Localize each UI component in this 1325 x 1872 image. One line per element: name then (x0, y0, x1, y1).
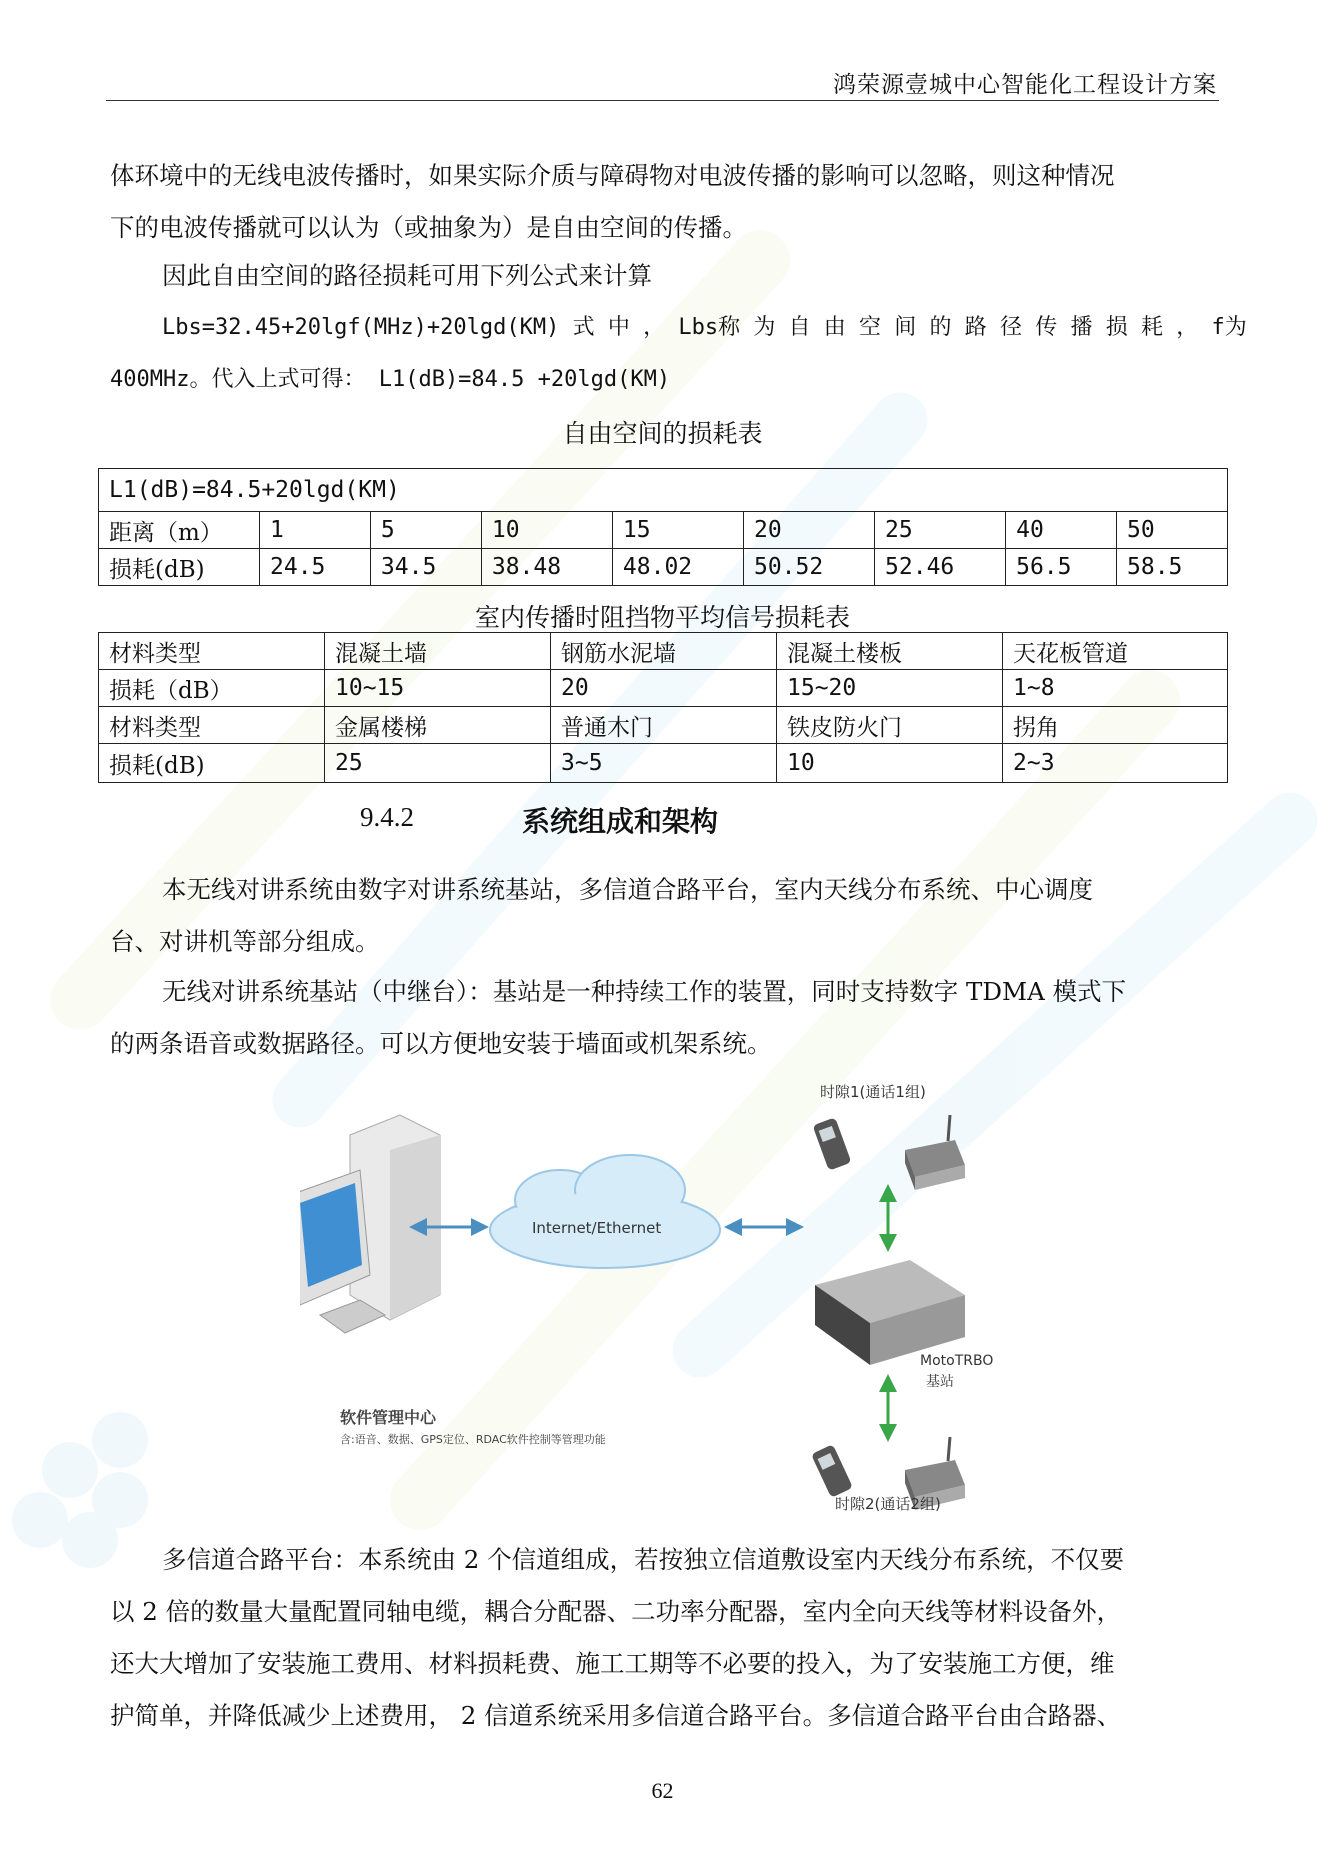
table-cell: 20 (551, 670, 777, 707)
distance-cell: 15 (612, 512, 743, 549)
table-cell: 15~20 (777, 670, 1003, 707)
paragraph-line: 台、对讲机等部分组成。 (110, 927, 380, 956)
table-cell: 材料类型 (99, 707, 325, 744)
loss-cell: 52.46 (875, 549, 1006, 586)
table-row (99, 633, 1228, 670)
distance-cell: 1 (260, 512, 371, 549)
paragraph-line: Lbs=32.45+20lgf(MHz)+20lgd(KM) 式 中 ， Lbs称 为 自 由 空 间 的 路 径 传 播 损 耗 ， f为 (162, 315, 1247, 340)
paragraph-line: 还大大增加了安装施工费用、材料损耗费、施工工期等不必要的投入，为了安装施工方便，维 (110, 1649, 1115, 1678)
station-label: MotoTRBO (920, 1353, 994, 1369)
handheld-radio-icon (813, 1117, 852, 1170)
loss-cell: 58.5 (1117, 549, 1228, 586)
table-cell: 1~8 (1003, 670, 1228, 707)
loss-cell: 50.52 (743, 549, 874, 586)
paragraph-6 (110, 1534, 1217, 1742)
table-cell: 10 (777, 744, 1003, 783)
table-row (99, 512, 1228, 549)
table-cell: 2~3 (1003, 744, 1228, 783)
paragraph-line: 因此自由空间的路径损耗可用下列公式来计算 (162, 261, 652, 290)
cloud-label: Internet/Ethernet (532, 1219, 662, 1237)
table-cell: 材料类型 (99, 633, 325, 670)
cloud-icon (490, 1155, 720, 1268)
repeater-icon (905, 1115, 965, 1190)
distance-cell: 40 (1006, 512, 1117, 549)
paragraph-line: 下的电波传播就可以认为（或抽象为）是自由空间的传播。 (110, 213, 747, 242)
loss-cell: 24.5 (260, 549, 371, 586)
page-number: 62 (651, 1778, 674, 1803)
distance-cell: 5 (370, 512, 481, 549)
row-label-distance: 距离（m） (99, 512, 260, 549)
paragraph-line: 本无线对讲系统由数字对讲系统基站，多信道合路平台，室内天线分布系统、中心调度 (162, 875, 1093, 904)
timeslot2-label: 时隙2(通话2组) (835, 1495, 941, 1513)
paragraph-line: 以 2 倍的数量大量配置同轴电缆，耦合分配器、二功率分配器，室内全向天线等材料设备外， (110, 1597, 1122, 1626)
loss-cell: 38.48 (481, 549, 612, 586)
section-number: 9.4.2 (360, 802, 414, 832)
paragraph-5 (110, 966, 1217, 1070)
table-cell: 损耗(dB) (99, 744, 325, 783)
table-cell: 混凝土墙 (325, 633, 551, 670)
table-row (99, 707, 1228, 744)
distance-cell: 50 (1117, 512, 1228, 549)
header-divider (106, 100, 1219, 101)
timeslot1-label: 时隙1(通话1组) (820, 1083, 926, 1101)
table-row (99, 670, 1228, 707)
system-architecture-diagram (300, 1075, 1020, 1525)
table-cell: 损耗（dB） (99, 670, 325, 707)
distance-cell: 20 (743, 512, 874, 549)
table-cell: 天花板管道 (1003, 633, 1228, 670)
section-title: 系统组成和架构 (522, 805, 719, 838)
handheld-radio-icon (811, 1444, 853, 1498)
paragraph-line: 护简单，并降低减少上述费用， 2 信道系统采用多信道合路平台。多信道合路平台由合路器、 (110, 1701, 1122, 1730)
table-cell: 金属楼梯 (325, 707, 551, 744)
table-cell: 10~15 (325, 670, 551, 707)
loss-cell: 34.5 (370, 549, 481, 586)
computer-icon (300, 1115, 440, 1333)
distance-cell: 10 (481, 512, 612, 549)
formula-cell: L1(dB)=84.5+20lgd(KM) (99, 469, 1228, 512)
paragraph-1 (110, 150, 1217, 254)
table-cell: 拐角 (1003, 707, 1228, 744)
station-sublabel: 基站 (926, 1374, 954, 1390)
table1-caption: 自由空间的损耗表 (562, 419, 763, 448)
table-cell: 铁皮防火门 (777, 707, 1003, 744)
table-cell: 3~5 (551, 744, 777, 783)
center-description: 含:语音、数据、GPS定位、RDAC软件控制等管理功能 (340, 1433, 606, 1446)
table-row (99, 469, 1228, 512)
header-title: 鸿荣源壹城中心智能化工程设计方案 (833, 72, 1217, 98)
free-space-loss-table (98, 468, 1228, 586)
table-cell: 钢筋水泥墙 (551, 633, 777, 670)
table-row (99, 549, 1228, 586)
paragraph-line: 多信道合路平台：本系统由 2 个信道组成，若按独立信道敷设室内天线分布系统，不仅要 (162, 1545, 1125, 1574)
table-row (99, 744, 1228, 783)
paragraph-2 (110, 250, 1217, 302)
paragraph-line: 的两条语音或数据路径。可以方便地安装于墙面或机架系统。 (110, 1029, 772, 1058)
paragraph-3 (110, 302, 1247, 406)
loss-cell: 56.5 (1006, 549, 1117, 586)
indoor-obstacle-loss-table (98, 632, 1228, 783)
loss-cell: 48.02 (612, 549, 743, 586)
row-label-loss: 损耗(dB) (99, 549, 260, 586)
center-label: 软件管理中心 (340, 1408, 437, 1427)
distance-cell: 25 (875, 512, 1006, 549)
table-cell: 混凝土楼板 (777, 633, 1003, 670)
paragraph-line: 体环境中的无线电波传播时，如果实际介质与障碍物对电波传播的影响可以忽略，则这种情况 (110, 161, 1115, 190)
paragraph-line: 无线对讲系统基站（中继台）：基站是一种持续工作的装置，同时支持数字 TDMA 模式下 (162, 977, 1127, 1006)
table-cell: 普通木门 (551, 707, 777, 744)
paragraph-4 (110, 864, 1217, 968)
paragraph-line: 400MHz。代入上式可得： L1(dB)=84.5 +20lgd(KM) (110, 367, 671, 392)
table-cell: 25 (325, 744, 551, 783)
table2-caption: 室内传播时阻挡物平均信号损耗表 (474, 603, 850, 632)
